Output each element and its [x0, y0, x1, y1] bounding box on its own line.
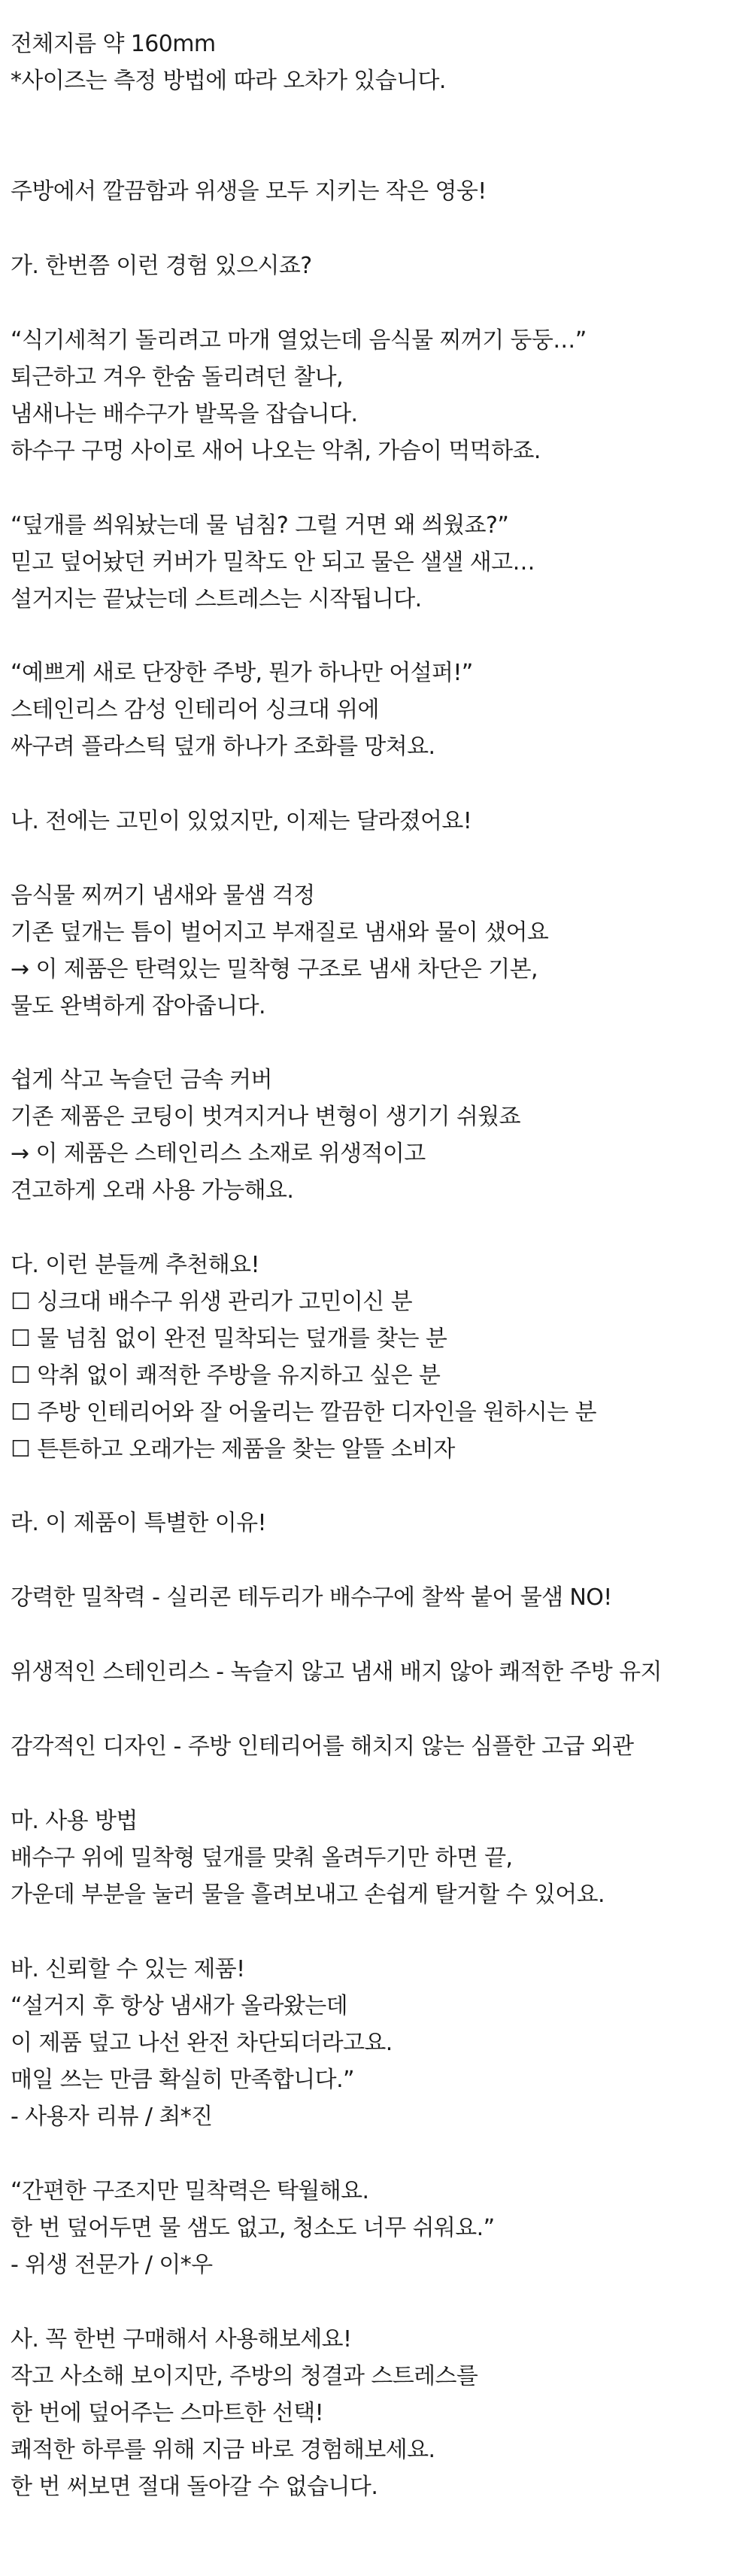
- case1-line: 냄새나는 배수구가 발목을 잡습니다.: [11, 401, 358, 427]
- closing-line: 쾌적한 하루를 위해 지금 바로 경험해보세요.: [11, 2437, 435, 2463]
- section-ba-heading: 바. 신뢰할 수 있는 제품!: [11, 1956, 245, 1982]
- case3-line: 싸구려 플라스틱 덮개 하나가 조화를 망쳐요.: [11, 734, 435, 760]
- case1-line: “식기세척기 돌리려고 마개 열었는데 음식물 찌꺼기 둥둥…”: [11, 327, 587, 354]
- checklist-item: ☐ 물 넘침 없이 완전 밀착되는 덮개를 찾는 분: [11, 1326, 447, 1352]
- na-block2-line: 견고하게 오래 사용 가능해요.: [11, 1177, 294, 1204]
- review1-line: 이 제품 덮고 나선 완전 차단되더라고요.: [11, 2030, 393, 2056]
- na-block2-line: 쉽게 삭고 녹슬던 금속 커버: [11, 1067, 272, 1093]
- case1-line: 하수구 구멍 사이로 새어 나오는 악취, 가슴이 먹먹하죠.: [11, 438, 541, 464]
- reason-item: 감각적인 디자인 - 주방 인테리어를 해치지 않는 심플한 고급 외관: [11, 1733, 634, 1760]
- review1-line: 매일 쓰는 만큼 확실히 만족합니다.”: [11, 2067, 354, 2093]
- na-block2-line: → 이 제품은 스테인리스 소재로 위생적이고: [11, 1141, 426, 1167]
- review2-line: 한 번 덮어두면 물 샘도 없고, 청소도 너무 쉬워요.”: [11, 2215, 495, 2241]
- review2-line: “간편한 구조지만 밀착력은 탁월해요.: [11, 2178, 369, 2204]
- checklist-item: ☐ 악취 없이 쾌적한 주방을 유지하고 싶은 분: [11, 1362, 441, 1389]
- section-sa-heading: 사. 꼭 한번 구매해서 사용해보세요!: [11, 2326, 352, 2353]
- closing-line: 작고 사소해 보이지만, 주방의 청결과 스트레스를: [11, 2363, 478, 2389]
- case3-line: 스테인리스 감성 인테리어 싱크대 위에: [11, 697, 379, 723]
- na-block2-line: 기존 제품은 코팅이 벗겨지거나 변형이 생기기 쉬웠죠: [11, 1104, 520, 1130]
- case2-line: “덮개를 씌워놨는데 물 넘침? 그럴 거면 왜 씌웠죠?”: [11, 512, 509, 539]
- case1-line: 퇴근하고 겨우 한숨 돌리려던 찰나,: [11, 364, 344, 390]
- case2-line: 믿고 덮어놨던 커버가 밀착도 안 되고 물은 샐샐 새고…: [11, 549, 535, 576]
- usage-line: 가운데 부분을 눌러 물을 흘려보내고 손쉽게 탈거할 수 있어요.: [11, 1882, 605, 1908]
- na-block1-line: 물도 완벽하게 잡아줍니다.: [11, 993, 265, 1019]
- na-block1-line: 기존 덮개는 틈이 벌어지고 부재질로 냄새와 물이 샜어요: [11, 919, 549, 946]
- na-block1-line: 음식물 찌꺼기 냄새와 물샘 걱정: [11, 882, 315, 909]
- section-ra-heading: 라. 이 제품이 특별한 이유!: [11, 1510, 266, 1536]
- size-note-text: *사이즈는 측정 방법에 따라 오차가 있습니다.: [11, 68, 446, 94]
- na-block1-line: → 이 제품은 탄력있는 밀착형 구조로 냄새 차단은 기본,: [11, 956, 538, 983]
- case2-line: 설거지는 끝났는데 스트레스는 시작됩니다.: [11, 586, 422, 612]
- reason-item: 위생적인 스테인리스 - 녹슬지 않고 냄새 배지 않아 쾌적한 주방 유지: [11, 1659, 662, 1685]
- section-ga-heading: 가. 한번쯤 이런 경험 있으시죠?: [11, 253, 312, 279]
- reason-item: 강력한 밀착력 - 실리콘 테두리가 배수구에 찰싹 붙어 물샘 NO!: [11, 1584, 612, 1611]
- intro-headline: 주방에서 깔끔함과 위생을 모두 지키는 작은 영웅!: [11, 178, 487, 205]
- review1-author: - 사용자 리뷰 / 최*진: [11, 2104, 213, 2130]
- review1-line: “설거지 후 항상 냄새가 올라왔는데: [11, 1993, 348, 2019]
- total-diameter-text: 전체지름 약 160mm: [11, 31, 216, 57]
- case3-line: “예쁘게 새로 단장한 주방, 뭔가 하나만 어설퍼!”: [11, 660, 473, 686]
- section-na-heading: 나. 전에는 고민이 있었지만, 이제는 달라졌어요!: [11, 808, 472, 834]
- section-da-heading: 다. 이런 분들께 추천해요!: [11, 1252, 259, 1278]
- usage-line: 배수구 위에 밀착형 덮개를 맞춰 올려두기만 하면 끝,: [11, 1845, 513, 1871]
- closing-line: 한 번에 덮어주는 스마트한 선택!: [11, 2400, 324, 2426]
- checklist-item: ☐ 튼튼하고 오래가는 제품을 찾는 알뜰 소비자: [11, 1436, 455, 1463]
- checklist-item: ☐ 주방 인테리어와 잘 어울리는 깔끔한 디자인을 원하시는 분: [11, 1399, 596, 1426]
- closing-line: 한 번 써보면 절대 돌아갈 수 없습니다.: [11, 2474, 378, 2500]
- review2-author: - 위생 전문가 / 이*우: [11, 2252, 213, 2278]
- section-ma-heading: 마. 사용 방법: [11, 1808, 138, 1834]
- checklist-item: ☐ 싱크대 배수구 위생 관리가 고민이신 분: [11, 1289, 412, 1315]
